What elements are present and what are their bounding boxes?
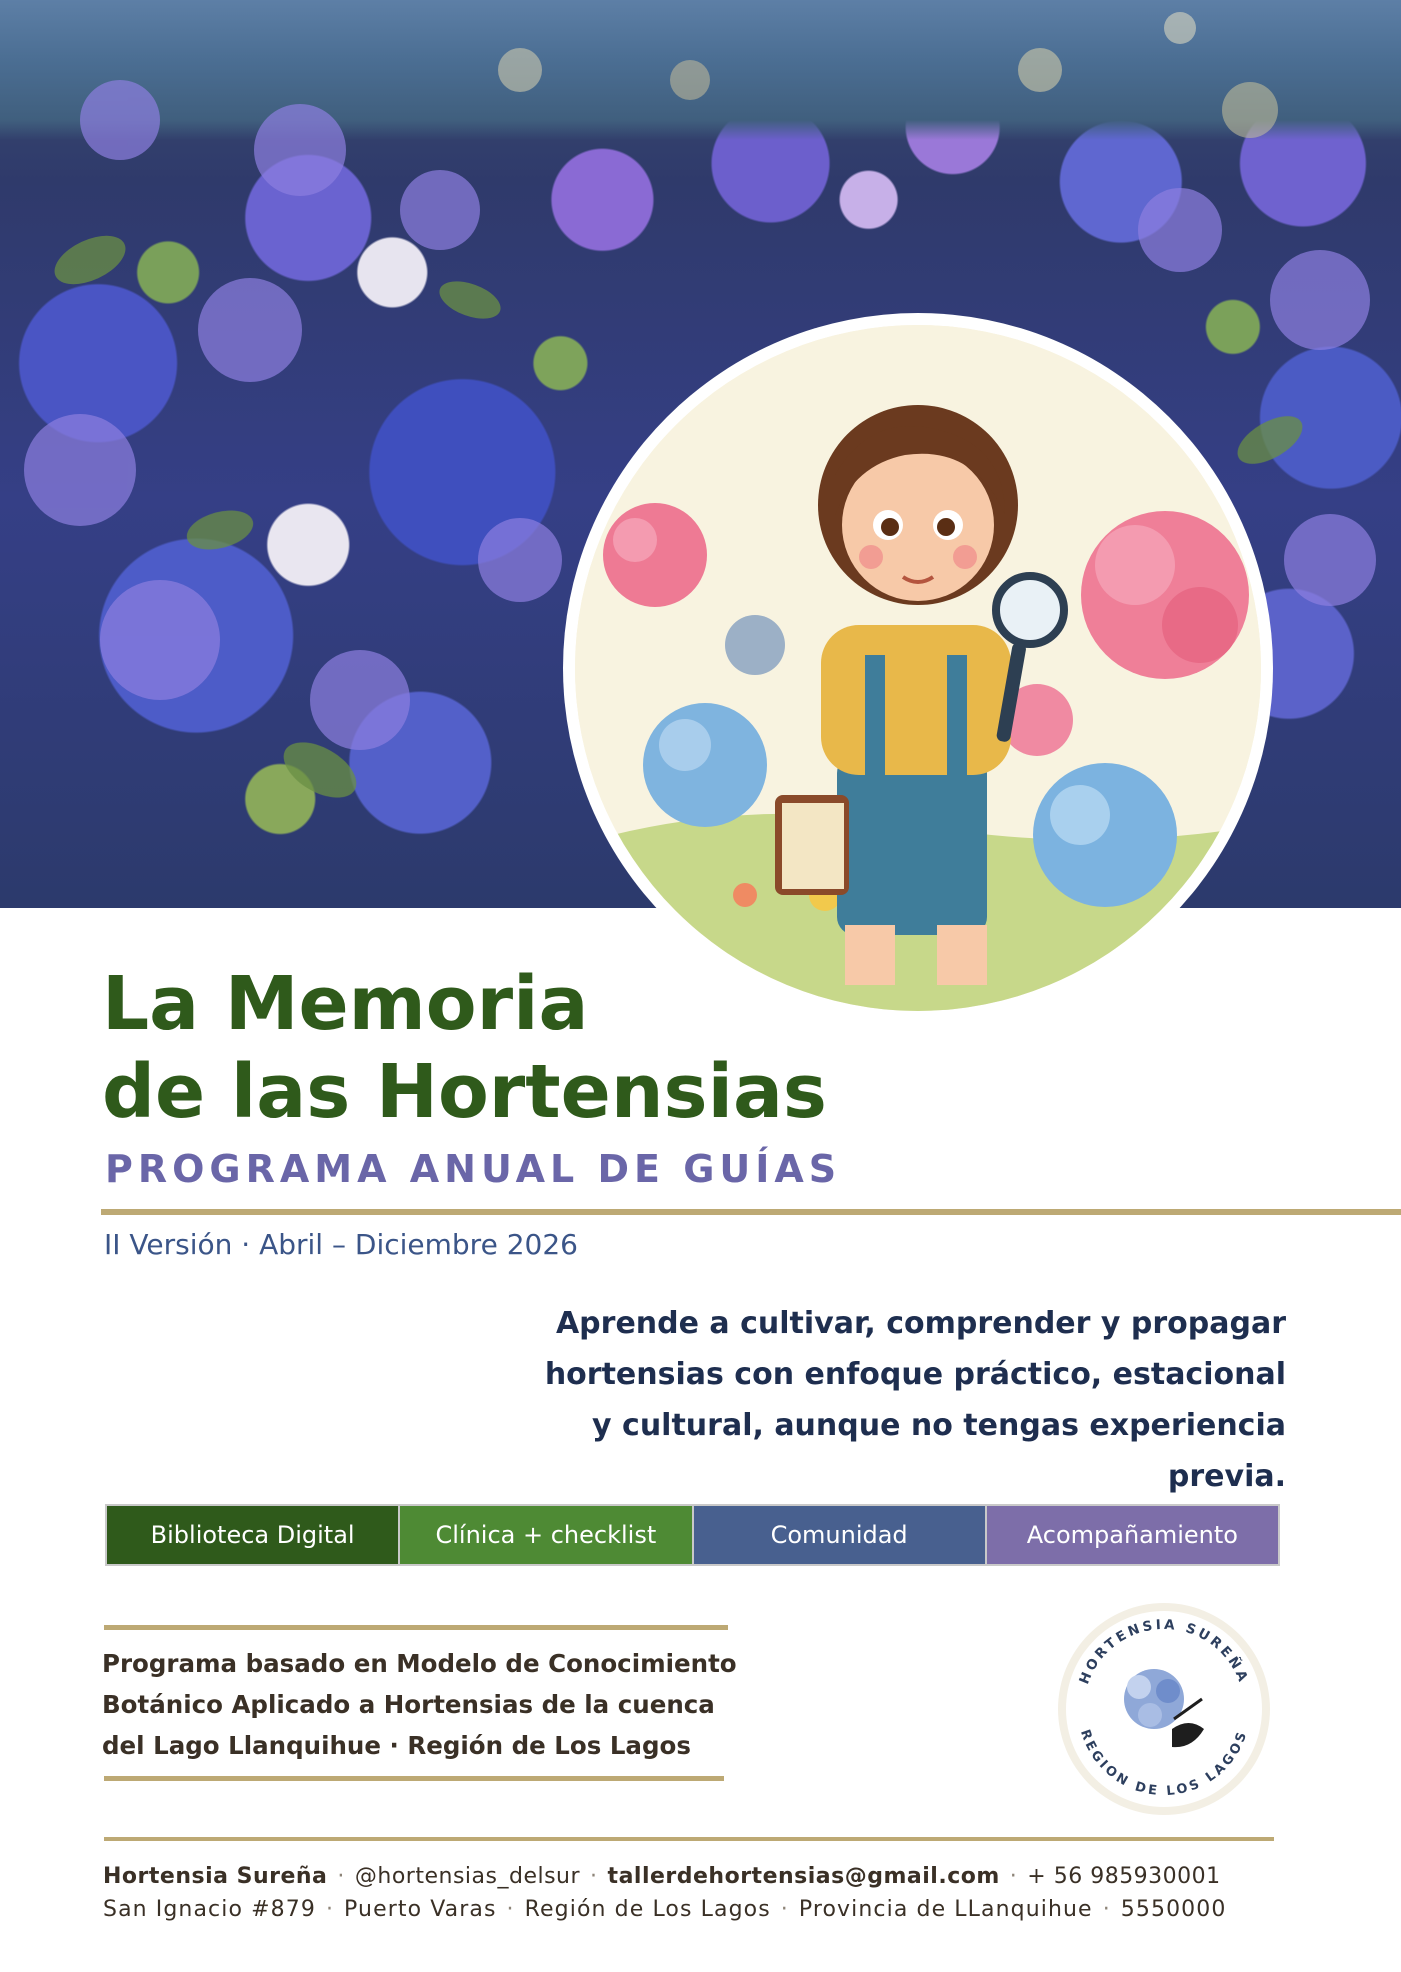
seal-top-text: HORTENSIA SUREÑA [1076, 1616, 1252, 1687]
tab-acompanamiento[interactable]: Acompañamiento [987, 1506, 1278, 1564]
separator-dot: · [325, 1897, 335, 1922]
footer-phone: + 56 985930001 [1027, 1864, 1221, 1889]
footer-divider [104, 1837, 1274, 1841]
illustration-scene [575, 325, 1261, 1011]
page-title-line-1: La Memoria [102, 961, 589, 1047]
footer-province: Provincia de LLanquihue [798, 1897, 1093, 1922]
footer-city: Puerto Varas [344, 1897, 497, 1922]
separator-dot: · [506, 1897, 515, 1922]
separator-dot: · [1009, 1864, 1018, 1889]
tab-biblioteca-digital[interactable]: Biblioteca Digital [107, 1506, 400, 1564]
footer-contact-line [103, 1864, 1221, 1889]
program-basis-text: Programa basado en Modelo de Conocimiento Botánico Aplicado a Hortensias de la cuenca del Lago Llanquihue · Región de Los Lagos [102, 1649, 737, 1760]
feature-tabs [105, 1504, 1280, 1566]
tab-clinica-checklist[interactable]: Clínica + checklist [400, 1506, 693, 1564]
hortensia-surena-seal [1054, 1599, 1274, 1819]
footer-instagram-link[interactable]: @hortensias_delsur [354, 1864, 581, 1889]
blue-hydrangea-left [643, 703, 767, 827]
pink-hydrangea-left [603, 503, 707, 607]
tab-comunidad[interactable]: Comunidad [694, 1506, 987, 1564]
separator-dot: · [780, 1897, 789, 1922]
footer-address-line [103, 1897, 1226, 1922]
title-divider [101, 1209, 1401, 1215]
separator-dot: · [337, 1864, 345, 1889]
footer-region: Región de Los Lagos [524, 1897, 771, 1922]
program-subtitle: PROGRAMA ANUAL DE GUÍAS [105, 1147, 842, 1191]
footer-email-link[interactable]: tallerdehortensias@gmail.com [607, 1864, 1000, 1889]
girl-illustration [575, 325, 1261, 1011]
intro-paragraph: Aprende a cultivar, comprender y propagar hortensias con enfoque práctico, estacional y cultural, aunque no tengas experiencia previa. [544, 1306, 1286, 1494]
blue-hydrangea-right [1033, 763, 1177, 907]
footer-address: San Ignacio #879 [103, 1897, 316, 1922]
portrait-frame [563, 313, 1273, 1023]
separator-dot: · [590, 1864, 598, 1889]
basis-divider-bottom [104, 1776, 724, 1781]
page-title-line-2: de las Hortensias [102, 1049, 827, 1135]
basis-divider-top [104, 1625, 728, 1630]
footer-postal-code: 5550000 [1120, 1897, 1227, 1922]
footer-brand: Hortensia Sureña [103, 1864, 328, 1889]
seal-bottom-text: REGION DE LOS LAGOS [1076, 1727, 1252, 1800]
version-dates: II Versión · Abril – Diciembre 2026 [104, 1228, 578, 1261]
separator-dot: · [1102, 1897, 1111, 1922]
